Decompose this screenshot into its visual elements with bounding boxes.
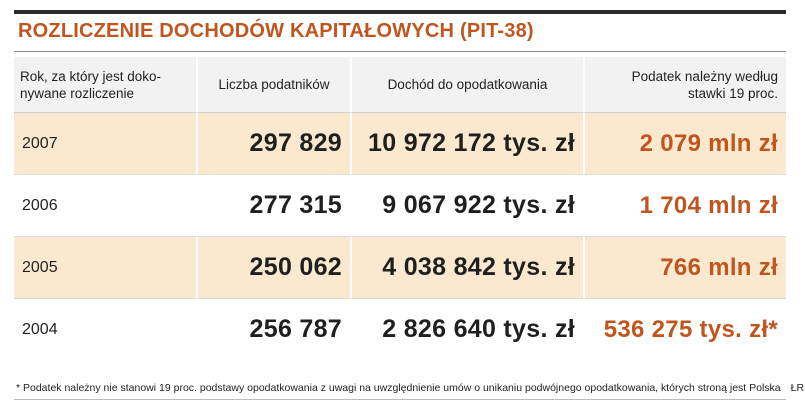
cell-taxpayers: 277 315 [196, 174, 350, 236]
cell-taxpayers: 256 787 [196, 298, 350, 360]
tax-table [14, 57, 786, 360]
header-year [14, 57, 196, 113]
footnote [16, 382, 805, 394]
cell-year: 2005 [14, 236, 196, 298]
title-divider [14, 51, 786, 52]
header-taxpayers-label: Liczba podatników [218, 77, 330, 92]
cell-tax: 2 079 mln zł [583, 113, 786, 174]
cell-taxpayers: 297 829 [196, 113, 350, 174]
header-tax [583, 57, 786, 113]
top-border-bar [14, 10, 786, 14]
table-row [14, 174, 786, 236]
header-year-line1: Rok, za który jest doko- [20, 68, 162, 84]
table-row [14, 236, 786, 298]
footnote-text: * Podatek należny nie stanowi 19 proc. podstawy opodatkowania z uwagi na uwzględnienie umów o unikaniu podwójnego opodatkowania, których stroną jest Polska [16, 382, 781, 394]
bottom-divider [14, 399, 786, 400]
cell-income: 9 067 922 tys. zł [350, 174, 583, 236]
header-tax-line1: Podatek należny według [631, 68, 778, 84]
header-income-label: Dochód do opodatkowania [387, 77, 548, 92]
header-income [350, 57, 583, 113]
table-row [14, 113, 786, 174]
cell-taxpayers: 250 062 [196, 236, 350, 298]
cell-income: 10 972 172 tys. zł [350, 113, 583, 174]
cell-income: 2 826 640 tys. zł [350, 298, 583, 360]
source-credit: ŁR [790, 382, 805, 394]
cell-year: 2006 [14, 174, 196, 236]
cell-tax: 536 275 tys. zł* [583, 298, 786, 360]
page-title: ROZLICZENIE DOCHODÓW KAPITAŁOWYCH (PIT-38) [18, 20, 534, 42]
cell-income: 4 038 842 tys. zł [350, 236, 583, 298]
table-header-row [14, 57, 786, 113]
cell-year: 2007 [14, 113, 196, 174]
cell-tax: 1 704 mln zł [583, 174, 786, 236]
header-taxpayers [196, 57, 350, 113]
header-tax-line2: stawki 19 proc. [687, 85, 778, 101]
header-year-line2: nywane rozliczenie [20, 85, 135, 101]
cell-tax: 766 mln zł [583, 236, 786, 298]
table-row [14, 298, 786, 360]
cell-year: 2004 [14, 298, 196, 360]
